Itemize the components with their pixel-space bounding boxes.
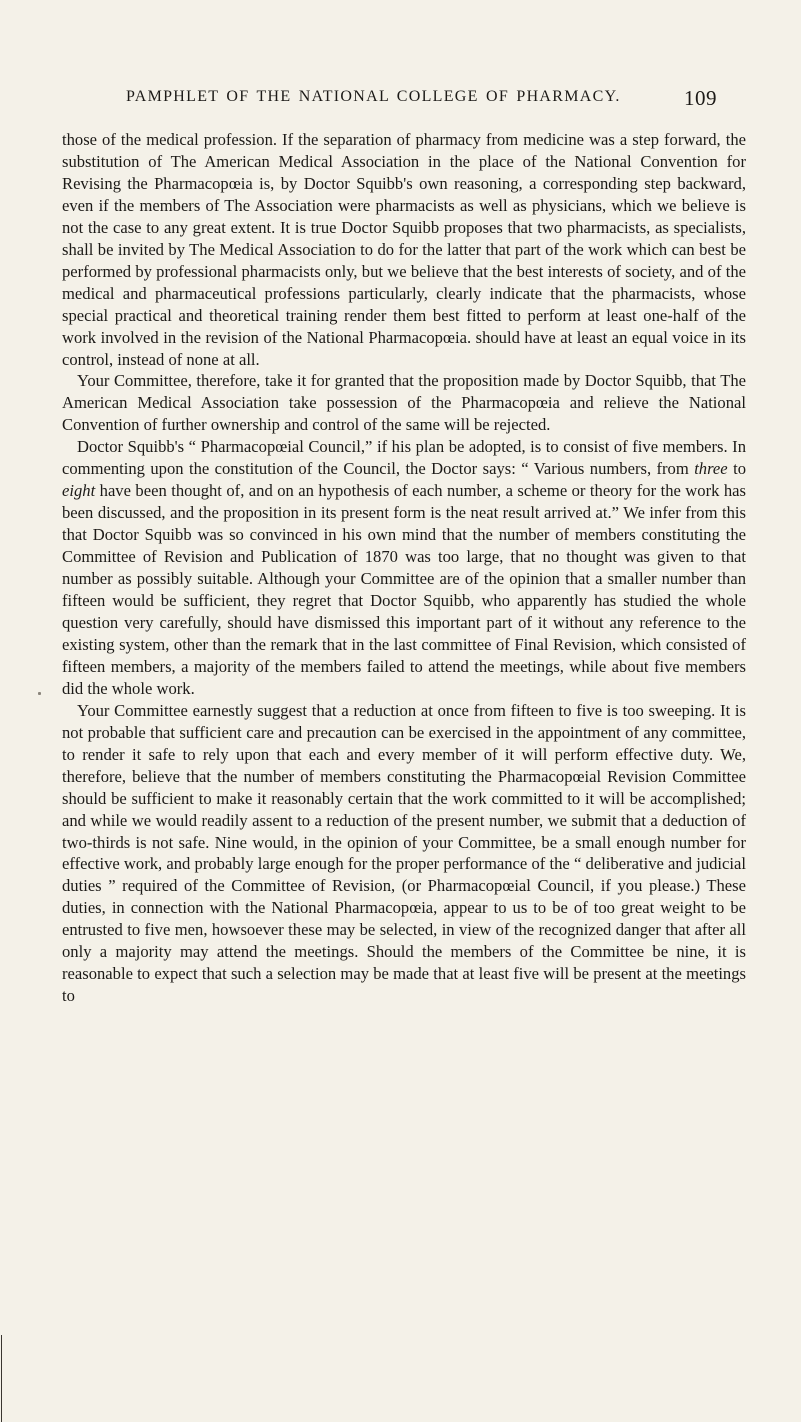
page-number: 109 — [684, 86, 717, 110]
margin-speck — [38, 692, 41, 695]
paragraph-4: Your Committee earnestly suggest that a reduction at once from fifteen to five is too sweeping. It is not probable that sufficient care and precaution can be exercised in the appointment of any committee, to render it safe to rely upon that each and every member of it will perform effective duty. We, therefore, believe that the number of members constituting the Pharmacopœial Revision Committee should be sufficient to make it reasonably certain that the work committed to it will be accomplished; and while we would readily assent to a reduction of the present number, we submit that a deduction of two-thirds is not safe. Nine would, in the opinion of your Committee, be a small enough number for effective work, and probably large enough for the proper performance of the “ deliberative and judicial duties ” required of the Committee of Revision, (or Pharmacopœial Council, if you please.) These duties, in connection with the National Pharmacopœia, appear to us to be of too great weight to be entrusted to five men, howsoever these may be selected, in view of the recognized danger that after all only a majority may attend the meetings. Should the members of the Committee be nine, it is reasonable to expect that such a selection may be made that at least five will be present at the meetings to — [62, 700, 746, 1006]
paragraph-3-part-a: Doctor Squibb's “ Pharmacopœial Council,” if his plan be adopted, is to consist of five members. In commenting upon the constitution of the Council, the Doctor says: “ Various numbers, from — [62, 437, 746, 479]
page-header — [0, 86, 801, 110]
paragraph-3-to: to — [727, 459, 746, 479]
paragraph-1: those of the medical profession. If the separation of pharmacy from medicine was a step forward, the substitution of The American Medical Association in the place of the National Convention for Revising the Pharmacopœia is, by Doctor Squibb's own reasoning, a corresponding step backward, even if the members of The Association were pharmacists as well as physicians, which we believe is not the case to any great extent. It is true Doctor Squibb proposes that two pharmacists, as specialists, shall be invited by The Medical Association to do for the latter that part of the work which can best be performed by professional pharmacists only, but we believe that the best interests of society, and of the medical and pharmaceutical professions particularly, clearly indicate that the pharmacists, whose special practical and theoretical training render them best fitted to perform at least one-half of the work involved in the revision of the National Pharmacopœia. should have at least an equal voice in its control, instead of none at all. — [62, 130, 746, 369]
paragraph-3 — [62, 436, 746, 699]
italic-eight: eight — [62, 481, 96, 501]
binding-edge-line — [1, 1335, 2, 1422]
running-title: PAMPHLET OF THE NATIONAL COLLEGE OF PHARMACY. — [126, 88, 621, 105]
body-text — [62, 129, 746, 1007]
italic-three: three — [694, 459, 728, 479]
paragraph-3-part-b: have been thought of, and on an hypothesis of each number, a scheme or theory for the work has been discussed, and the proposition in its present form is the neat result arrived at.” We infer from this that Doctor Squibb was so convinced in his own mind that the number of members constituting the Committee of Revision and Publication of 1870 was too large, that no thought was given to that number as possibly suitable. Although your Committee are of the opinion that a smaller number than fifteen would be sufficient, they regret that Doctor Squibb, who apparently has studied the whole question very carefully, should have dismissed this important part of it without any reference to the existing system, other than the remark that in the last committee of Final Revision, which consisted of fifteen members, a majority of the members failed to attend the meetings, while about five members did the whole work. — [62, 481, 746, 698]
paragraph-2: Your Committee, therefore, take it for granted that the proposition made by Doctor Squibb, that The American Medical Association take possession of the Pharmacopœia and relieve the National Convention of further ownership and control of the same will be rejected. — [62, 371, 746, 435]
